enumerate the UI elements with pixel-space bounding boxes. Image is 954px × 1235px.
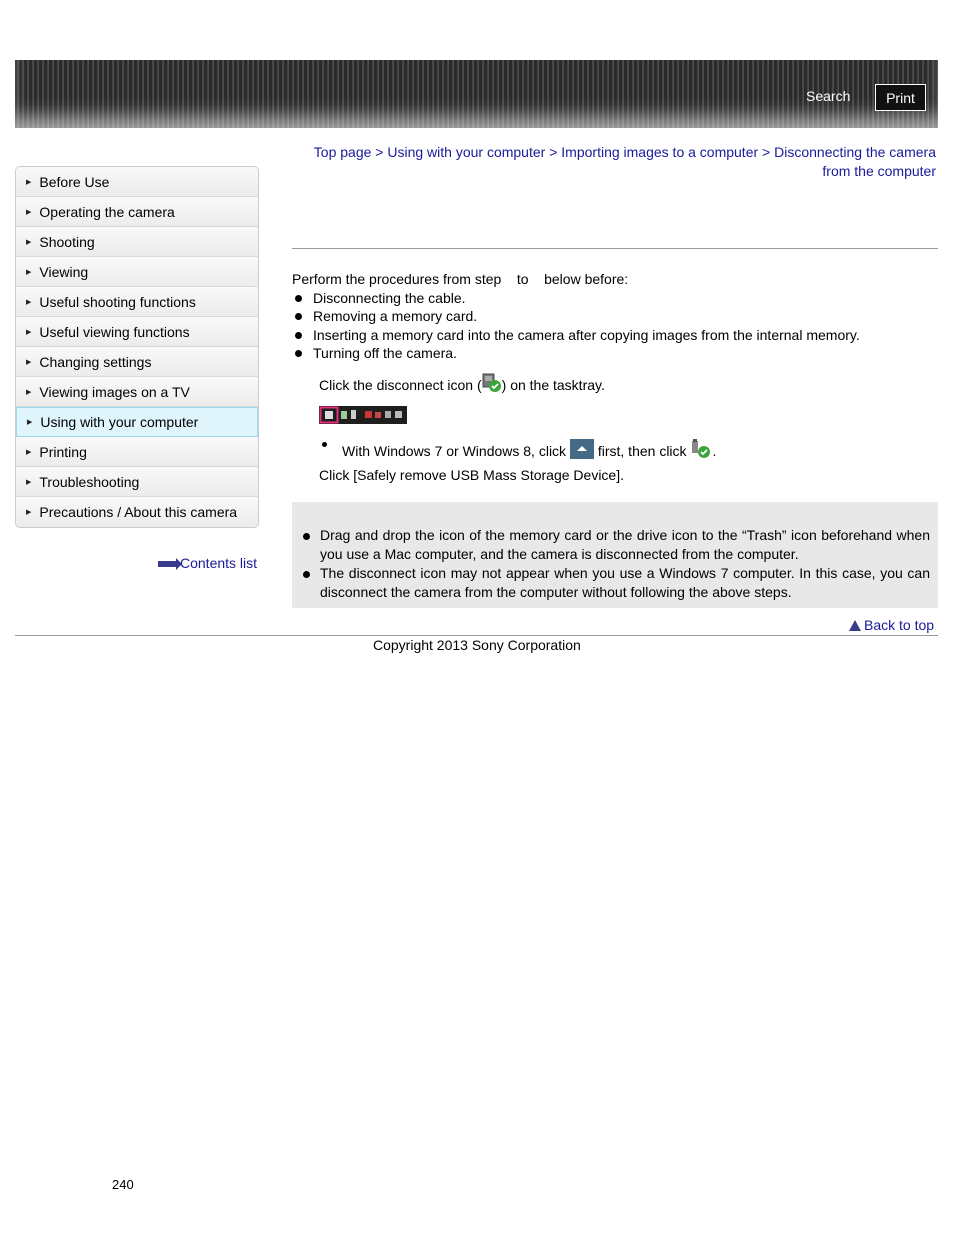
breadcrumb-importing-images[interactable]: Importing images to a computer (561, 144, 759, 160)
triangle-right-icon: ▶ (26, 448, 32, 456)
header-bar (15, 60, 938, 128)
sidebar-nav (15, 166, 259, 528)
divider (292, 248, 938, 249)
triangle-right-icon: ▶ (26, 178, 32, 186)
step-1-text-before: Click the disconnect icon ( (319, 376, 482, 393)
copyright-text: Copyright 2013 Sony Corporation (373, 637, 581, 653)
triangle-right-icon: ▶ (26, 509, 32, 516)
breadcrumb-using-with-computer[interactable]: Using with your computer (387, 144, 546, 160)
sidebar-item-useful-viewing-functions[interactable] (16, 317, 258, 347)
sidebar-item-label: Changing settings (39, 353, 152, 370)
contents-list-link[interactable] (158, 555, 257, 571)
sidebar-item-precautions[interactable] (16, 497, 258, 527)
breadcrumb-top-page[interactable]: Top page (313, 144, 372, 160)
triangle-right-icon: ▶ (26, 358, 32, 366)
sidebar-item-label: Viewing images on a TV (39, 383, 190, 400)
sidebar-item-shooting[interactable] (16, 227, 258, 257)
breadcrumb-current-page[interactable]: Disconnecting the camera from the computer (774, 144, 936, 179)
search-button[interactable]: Search (806, 88, 851, 104)
contents-list-label: Contents list (180, 555, 258, 571)
triangle-right-icon: ▶ (27, 419, 33, 426)
main-content (292, 270, 938, 485)
sidebar-item-label: Operating the camera (39, 203, 175, 220)
list-item: Removing a memory card. (292, 307, 938, 326)
sidebar-item-operating-the-camera[interactable] (16, 197, 258, 227)
triangle-up-icon (849, 620, 861, 631)
sidebar-item-troubleshooting[interactable] (16, 467, 258, 497)
sidebar-item-label: Useful viewing functions (39, 323, 190, 340)
list-item: Turning off the camera. (292, 344, 938, 363)
breadcrumb (292, 143, 936, 181)
sidebar-item-using-with-your-computer[interactable] (16, 407, 258, 437)
sidebar-item-label: Precautions / About this camera (39, 504, 238, 520)
step-1 (319, 373, 938, 395)
sidebar-item-before-use[interactable] (16, 167, 258, 197)
step-1-text-after: ) on the tasktray. (501, 376, 605, 393)
sidebar-item-label: Shooting (39, 233, 95, 250)
windows-note (325, 439, 938, 461)
windows-note-before: With Windows 7 or Windows 8, click (342, 442, 567, 459)
breadcrumb-separator: > (549, 144, 558, 160)
sidebar-item-viewing-images-on-tv[interactable] (16, 377, 258, 407)
notes-box (292, 502, 938, 608)
triangle-right-icon: ▶ (26, 208, 32, 216)
list-item: The disconnect icon may not appear when you use a Windows 7 computer. In this case, you can disconnect the camera from the computer without following the above steps. (300, 564, 930, 602)
back-to-top-label: Back to top (864, 617, 935, 633)
sidebar-item-label: Using with your computer (40, 414, 199, 430)
triangle-right-icon: ▶ (26, 388, 32, 396)
sidebar-item-label: Useful shooting functions (39, 293, 196, 310)
divider (15, 635, 938, 636)
breadcrumb-separator: > (762, 144, 771, 160)
disconnect-usb-icon (482, 373, 502, 393)
sidebar-item-label: Printing (39, 443, 87, 460)
triangle-right-icon: ▶ (26, 478, 32, 486)
sidebar-item-viewing[interactable] (16, 257, 258, 287)
windows-note-middle: first, then click (597, 442, 687, 459)
triangle-right-icon: ▶ (26, 298, 32, 306)
sidebar-item-label: Before Use (39, 173, 110, 190)
sidebar-item-printing[interactable] (16, 437, 258, 467)
print-button[interactable]: Print (875, 84, 926, 111)
page-number: 240 (112, 1177, 134, 1192)
sidebar-item-useful-shooting-functions[interactable] (16, 287, 258, 317)
windows-note-after: . (712, 442, 717, 459)
list-item: Inserting a memory card into the camera after copying images from the internal memory. (292, 326, 938, 345)
triangle-right-icon: ▶ (26, 328, 32, 336)
tasktray-screenshot-icon (319, 406, 407, 424)
triangle-right-icon: ▶ (26, 238, 32, 246)
tasktray-image (319, 406, 938, 429)
step-2: Click [Safely remove USB Mass Storage Device]. (319, 467, 624, 483)
back-to-top-link[interactable] (849, 617, 934, 633)
triangle-right-icon: ▶ (26, 268, 32, 276)
bullet-dot-icon (322, 442, 327, 447)
sidebar-item-label: Troubleshooting (39, 473, 140, 490)
notes-list (300, 526, 930, 602)
sidebar-item-changing-settings[interactable] (16, 347, 258, 377)
breadcrumb-separator: > (375, 144, 384, 160)
intro-text: Perform the procedures from step to below before: (292, 271, 629, 287)
show-hidden-icons-arrow-icon (570, 439, 594, 459)
sidebar-item-label: Viewing (39, 263, 89, 280)
list-item: Drag and drop the icon of the memory card or the drive icon to the “Trash” icon beforehand when you use a Mac computer, and the camera is disconnected from the computer. (300, 526, 930, 564)
precondition-list (292, 289, 938, 363)
list-item: Disconnecting the cable. (292, 289, 938, 308)
usb-safely-remove-icon (690, 439, 712, 459)
arrow-right-icon (158, 561, 178, 567)
